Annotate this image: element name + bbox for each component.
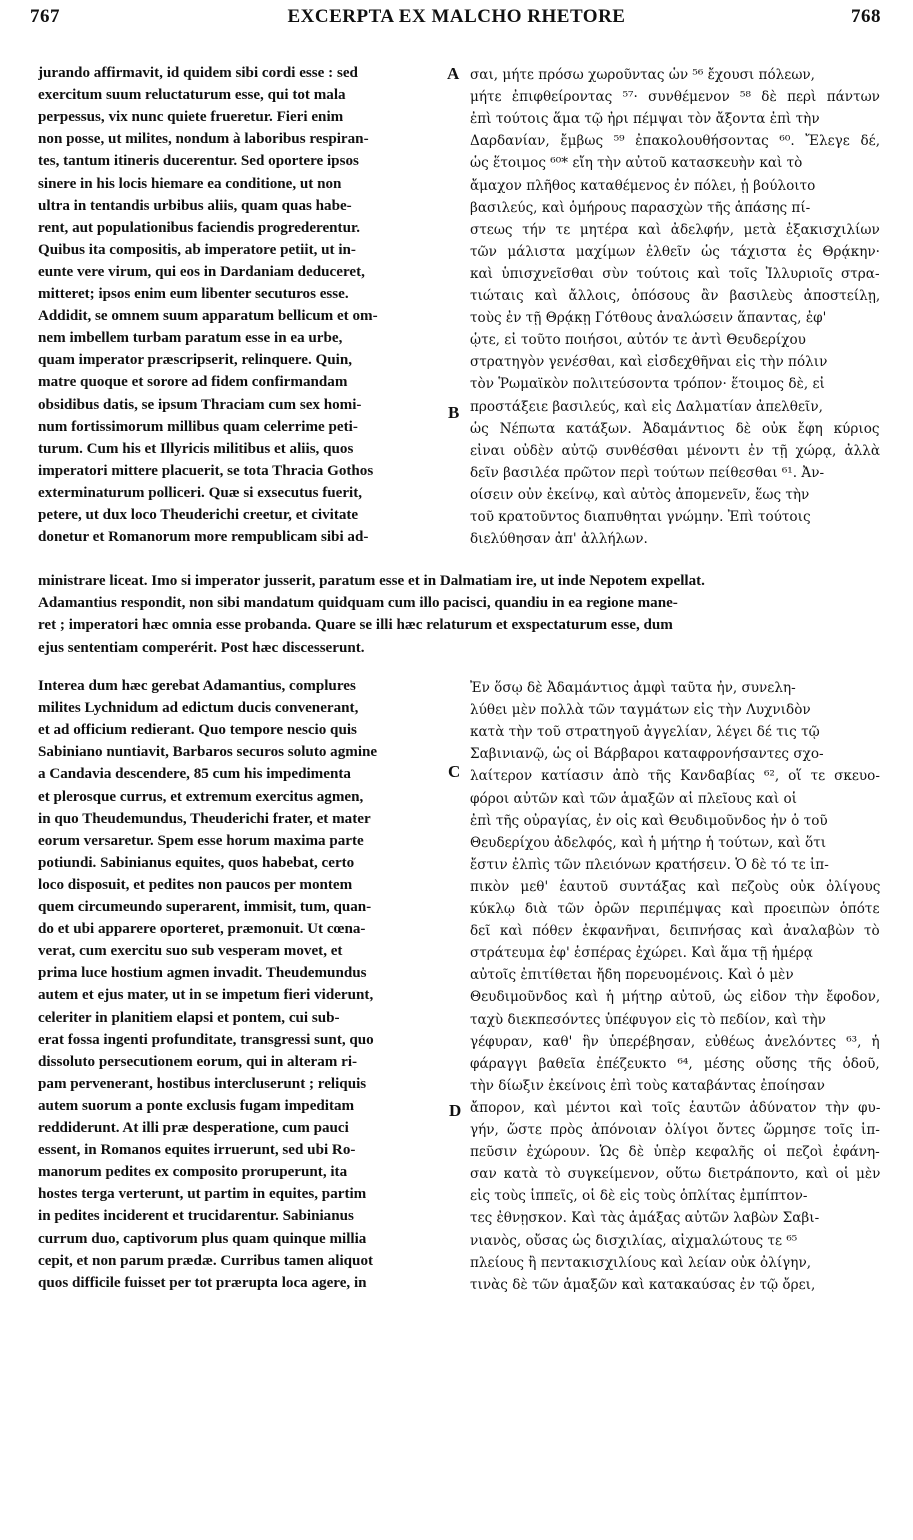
greek-text-line: τιώταις καὶ ἄλλοις, ὁπόσους ἂν βασιλεὺς ἀποστείλῃ,	[470, 288, 880, 304]
greek-text-line: στρατηγὸν γενέσθαι, καὶ εἰσδεχθῆναι εἰς τὴν πόλιν	[470, 354, 828, 371]
latin-text-line: quos difficile fuisset per tot prærupta loca agere, in	[38, 1274, 367, 1291]
latin-text-line: erat fossa ingenti profunditate, transgressi sunt, quo	[38, 1031, 374, 1048]
latin-text-line: in pedites inciderent et trucidarentur. Sabinianus	[38, 1208, 354, 1225]
greek-text-line: στράτευμα ἐφ' ἑσπέρας ἐχώρει. Καὶ ἅμα τῇ ἡμέρᾳ	[470, 945, 813, 962]
margin-mark-c: C	[448, 762, 461, 781]
greek-text-line: ὡς ἕτοιμος ⁶⁰* εἴη τὴν αὐτοῦ κατασκευὴν καὶ τὸ	[470, 155, 803, 172]
latin-text-line: ejus sententiam comperérit. Post hæc discesserunt.	[38, 639, 365, 656]
greek-text-line: γέφυραν, καθ' ἣν ὑπερέβησαν, εὐθέως ἀνελόντες ⁶³, ἧ	[470, 1033, 880, 1050]
greek-text-line: νιανὸς, οὔσας ὡς δισχιλίας, αἰχμαλώτους τε ⁶⁵	[470, 1232, 798, 1249]
greek-text-line: κατὰ τὴν τοῦ στρατηγοῦ ἀγγελίαν, λέγει δέ τις τῷ	[470, 724, 820, 741]
latin-text-line: donetur et Romanorum more rempublicam sibi ad-	[38, 529, 369, 546]
page-number-left: 767	[30, 6, 60, 27]
greek-text-line: ἄμαχον πλῆθος καταθέμενος ἐν πόλει, ᾗ βούλοιτο	[470, 177, 816, 194]
greek-text-line: διελύθησαν ἀπ' ἀλλήλων.	[470, 531, 648, 548]
latin-text-line: pam pervenerant, hostibus intercluserunt ; reliquis	[38, 1075, 367, 1092]
greek-text-line: ἔστιν ἐλπὶς τῶν πλειόνων κρατήσειν. Ὁ δὲ τό τε ἱπ-	[470, 856, 829, 873]
greek-text-line: σαν κατὰ τὸ συγκείμενον, οὕτω διετράποντο, καὶ οἱ μὲν	[470, 1166, 880, 1183]
margin-mark-d: D	[449, 1101, 462, 1120]
page-number-right: 768	[851, 6, 881, 27]
latin-text-line: do et ubi apparere oporteret, præmonuit. Ut cœna-	[38, 921, 366, 938]
greek-text-line: φόροι αὐτῶν καὶ τῶν ἁμαξῶν αἱ πλεῖους καὶ οἱ	[470, 790, 798, 807]
latin-text-line: autem et ejus mater, ut in se impetum fieri viderunt,	[38, 987, 374, 1004]
latin-text-line: Addidit, se omnem suum apparatum bellicum et om-	[38, 308, 378, 325]
latin-text-line: quem circumeundo superarent, immisit, tum, quan-	[38, 899, 372, 915]
margin-mark-b: B	[448, 403, 460, 422]
latin-text-line: jurando affirmavit, id quidem sibi cordi esse : sed	[38, 65, 358, 81]
greek-text-line: σαι, μήτε πρόσω χωροῦντας ὧν ⁵⁶ ἔχουσι πόλεων,	[470, 67, 815, 83]
greek-text-line: βασιλεύς, καὶ ὁμήρους παρασχὼν τῆς ἁπάσης πί-	[470, 199, 811, 216]
greek-text-line: ἐπὶ τῆς οὐραγίας, ἐν οἷς καὶ Θευδιμοῦνδος ἦν ὁ τοῦ	[470, 812, 828, 829]
running-title: EXCERPTA EX MALCHO RHETORE	[287, 6, 626, 27]
latin-text-line: a Candavia descendere, 85 cum his impedimenta	[38, 766, 351, 783]
latin-text-line: in quo Theudemundus, Theuderichi frater, et mater	[38, 810, 371, 827]
latin-text-line: ultra in tentandis urbibus aliis, quam quas habe-	[38, 197, 352, 214]
greek-text-line: εἶναι οὐδὲν αὐτῷ συνθέσθαι μένοντι ἐν τῇ χώρᾳ, ἀλλὰ	[470, 442, 880, 459]
latin-text-line: manorum pedites ex composito proruperunt, ita	[38, 1164, 348, 1181]
greek-text-line: ᾧτε, εἰ τοῦτο ποιήσοι, αὐτόν τε ἀντὶ Θευδερίχου	[470, 332, 806, 349]
margin-mark-a: A	[447, 64, 460, 83]
greek-text-line: ἄπορον, καὶ μέντοι καὶ τοῖς ἑαυτῶν ἀδύνατον τὴν φυ-	[470, 1099, 880, 1116]
latin-text-line: petere, ut dux loco Theuderichi creetur, et civitate	[38, 507, 359, 523]
latin-text-line: ret ; imperatori hæc omnia esse probanda. Quare se illi hæc relaturum et exspectaturum esse, dum	[38, 617, 673, 634]
latin-text-line: turum. Cum his et Illyricis militibus et aliis, quos	[38, 440, 354, 457]
greek-text-line: πικὸν μεθ' ἑαυτοῦ συντάξας καὶ πεζοὺς οὐκ ὀλίγους	[470, 878, 880, 895]
latin-text-line: obsidibus datis, se ipsum Thraciam cum sex homi-	[38, 396, 362, 413]
latin-text-line: autem suorum a ponte exclusis fugam impeditam	[38, 1097, 355, 1114]
greek-text-line: Θευδιμοῦνδος καὶ ἡ μήτηρ αὐτοῦ, ὡς εἶδον τὴν ἔφοδον,	[470, 989, 880, 1006]
greek-text-line: Σαβινιανῷ, ὡς οἱ Βάρβαροι καταφρονήσαντες σχο-	[470, 746, 824, 763]
latin-text-line: rent, aut populationibus faciendis progrederentur.	[38, 219, 361, 236]
latin-text-line: Quibus ita compositis, ab imperatore petiit, ut in-	[38, 241, 356, 258]
greek-text-line: ἐπὶ τούτοις ἅμα τῷ ἦρι πέμψαι τὸν ἄξοντα ἐπὶ τὴν	[470, 111, 820, 128]
greek-text-line: φάραγγι βαθεῖα ἐπέζευκτο ⁶⁴, μέσης οὔσης τῆς ὁδοῦ,	[470, 1055, 880, 1072]
greek-text-line: μήτε ἐπιφθείροντας ⁵⁷· συνθέμενον ⁵⁸ δὲ περὶ πάντων	[470, 89, 880, 106]
greek-text-line: τοῦ κρατοῦντος διαπυθηται γνώμην. Ἐπὶ τούτοις	[470, 509, 811, 525]
latin-text-line: dissoluto persecutionem eorum, qui in alteram ri-	[38, 1053, 358, 1070]
latin-text-line: mitteret; ipsos enim eum libenter secuturos esse.	[38, 286, 349, 302]
greek-text-line: τὸν Ῥωμαϊκὸν πολιτεύσοντα τρόπον· ἕτοιμος δὲ, εἰ	[470, 376, 825, 393]
latin-text-line: Interea dum hæc gerebat Adamantius, complures	[38, 678, 356, 694]
latin-text-line: essent, in Romanos equites irruerunt, sed ubi Ro-	[38, 1142, 356, 1159]
latin-text-line: sinere in his locis hiemare ea conditione, ut non	[38, 175, 342, 192]
greek-text-line: δεῖ καὶ πόθεν ἐκφανῆναι, δειπνήσας καὶ ἀναλαβὼν τὸ	[470, 923, 880, 940]
latin-text-line: tes, tantum itineris ducerentur. Sed oportere ipsos	[38, 153, 359, 170]
greek-text-line: εἰς τοὺς ἱππεῖς, οἱ δὲ εἰς τοὺς ὁπλίτας ἐμπίπτον-	[470, 1188, 808, 1205]
latin-text-line: loco disposuit, et pedites non paucos per montem	[38, 876, 353, 893]
greek-text-line: λύθει μὲν πολλὰ τῶν ταγμάτων εἰς τὴν Λυχνιδὸν	[470, 702, 811, 719]
greek-text-line: τῶν μάλιστα μαχίμων ἐλθεῖν ὡς τάχιστα ἐς Θρᾴκην·	[470, 243, 880, 260]
latin-text-line: milites Lychnidum ad edictum ducis convenerant,	[38, 700, 359, 717]
latin-text-line: nem imbellem turbam paratum esse in ea urbe,	[38, 330, 343, 347]
greek-text-line: δεῖν βασιλέα πρῶτον περὶ τούτων πείθεσθαι ⁶¹. Ἀν-	[470, 464, 825, 481]
greek-text-line: λαίτερον κατίασιν ἀπὸ τῆς Κανδαβίας ⁶², οἵ τε σκευο-	[470, 768, 880, 785]
latin-text-line: cepit, et non parum prædæ. Curribus tamen aliquot	[38, 1252, 374, 1269]
latin-text-line: eorum versaretur. Spem esse horum maxima parte	[38, 832, 364, 849]
latin-text-line: exterminaturum polliceri. Quæ si exsecutus fuerit,	[38, 484, 363, 501]
greek-text-line: τὴν δίωξιν ἐκείνοις ἐπὶ τοὺς καταβάντας ἐποίησαν	[470, 1077, 825, 1094]
latin-text-line: hostes terga verterunt, ut partim in equites, partim	[38, 1186, 367, 1203]
greek-text-line: γήν, ὥστε πρὸς ἀπόνοιαν ὀλίγοι ὄντες ὥρμησε τοῖς ἱπ-	[470, 1122, 880, 1138]
greek-text-line: ταχὺ διεκπεσόντες ὑπέφυγον εἰς τὸ πεδίον, καὶ τὴν	[470, 1011, 826, 1028]
latin-text-line: currum duo, captivorum plus quam quinque millia	[38, 1230, 367, 1247]
latin-text-line: eunte vere virum, qui eos in Dardaniam deduceret,	[38, 263, 365, 280]
greek-text-line: τοὺς ἐν τῇ Θρᾴκῃ Γότθους ἀναλώσειν ἅπαντας, ἐφ'	[470, 310, 827, 327]
latin-text-line: et plerosque currus, et extremum exercitus agmen,	[38, 788, 364, 805]
greek-text-line: Δαρδανίαν, ἔμβως ⁵⁹ ἐπακολουθήσοντας ⁶⁰. Ἔλεγε δέ,	[470, 133, 880, 150]
latin-text-line: quam imperator præscripserit, relinquere. Quin,	[38, 352, 353, 369]
latin-text-line: Adamantius respondit, non sibi mandatum quidquam cum illo pacisci, quandiu in ea regione mane-	[38, 595, 678, 612]
latin-text-line: potiundi. Sabinianus equites, quos habebat, certo	[38, 854, 355, 871]
latin-text-line: num fortissimorum millibus quam celerrime peti-	[38, 418, 358, 435]
latin-text-line: non posse, ut milites, nondum à laboribus respiran-	[38, 131, 369, 148]
greek-text-line: Θευδερίχου ἀδελφός, καὶ ἡ μήτηρ ἡ τούτων, καὶ ὅτι	[470, 834, 827, 851]
greek-text-line: στεως τήν τε μητέρα καὶ ἀδελφήν, μετὰ ἑξακισχιλίων	[470, 221, 880, 238]
greek-text-line: ὡς Νέπωτα κατάξων. Ἀδαμάντιος δὲ οὐκ ἔφη κύριος	[470, 420, 880, 437]
latin-text-line: imperatori mittere placuerit, se tota Thracia Gothos	[38, 462, 374, 479]
latin-text-line: reddiderunt. At illi præ desperatione, cum pauci	[38, 1120, 349, 1136]
greek-text-line: προστάξειε βασιλεύς, καὶ εἰς Δαλματίαν ἀπελθεῖν,	[470, 398, 823, 415]
greek-text-line: καὶ ὑπισχνεῖσθαι σὺν τούτοις καὶ τοῖς Ἰλλυριοῖς στρα-	[470, 265, 880, 282]
greek-text-line: αὐτοῖς ἐπιτίθεται ἤδη πορευομένοις. Καὶ ὁ μὲν	[470, 967, 794, 984]
latin-text-line: perpessus, vix nunc quiete frueretur. Fieri enim	[38, 109, 344, 126]
greek-text-line: πλείους ἢ πεντακισχιλίους καὶ λείαν οὐκ ὀλίγην,	[470, 1254, 812, 1271]
latin-text-line: ministrare liceat. Imo si imperator jusserit, paratum esse et in Dalmatiam ire, ut inde Nepotem expellat.	[38, 573, 705, 589]
greek-text-line: τινὰς δὲ τῶν ἁμαξῶν καὶ κατακαύσας ἐν τῷ ὄρει,	[470, 1276, 816, 1293]
latin-text-line: verat, cum exercitu suo sub vesperam movet, et	[38, 943, 343, 960]
greek-text-line: Ἐν ὅσῳ δὲ Ἀδαμάντιος ἀμφὶ ταῦτα ἦν, συνελη-	[470, 680, 796, 696]
greek-text-line: πεῦσιν ἐχώρουν. Ὡς δὲ ὑπὲρ κεφαλῆς οἱ πεζοὶ ἐφάνη-	[470, 1144, 880, 1161]
greek-text-line: τες ἐθνῃσκον. Καὶ τὰς ἁμάξας αὐτῶν λαβὼν Σαβι-	[470, 1210, 820, 1227]
greek-text-line: κύκλῳ διὰ τῶν ὀρῶν περιπέμψας καὶ προειπὼν ὁπότε	[470, 901, 880, 917]
greek-text-line: οίσειν οὖν ἐκείνῳ, καὶ αὐτὸς ἀπομενεῖν, ἕως τὴν	[470, 486, 810, 503]
latin-text-line: exercitum suum reluctaturum esse, qui tot mala	[38, 87, 346, 104]
latin-text-line: Sabiniano nuntiavit, Barbaros securos soluto agmine	[38, 744, 378, 761]
latin-text-line: matre quoque et sorore ad fidem confirmandam	[38, 374, 348, 391]
latin-text-line: prima luce hostium agmen invadit. Theudemundus	[38, 965, 367, 982]
latin-text-line: celeriter in planitiem elapsi et pontem, cui sub-	[38, 1009, 340, 1026]
latin-text-line: et ad officium redierant. Quo tempore nescio quis	[38, 722, 357, 739]
